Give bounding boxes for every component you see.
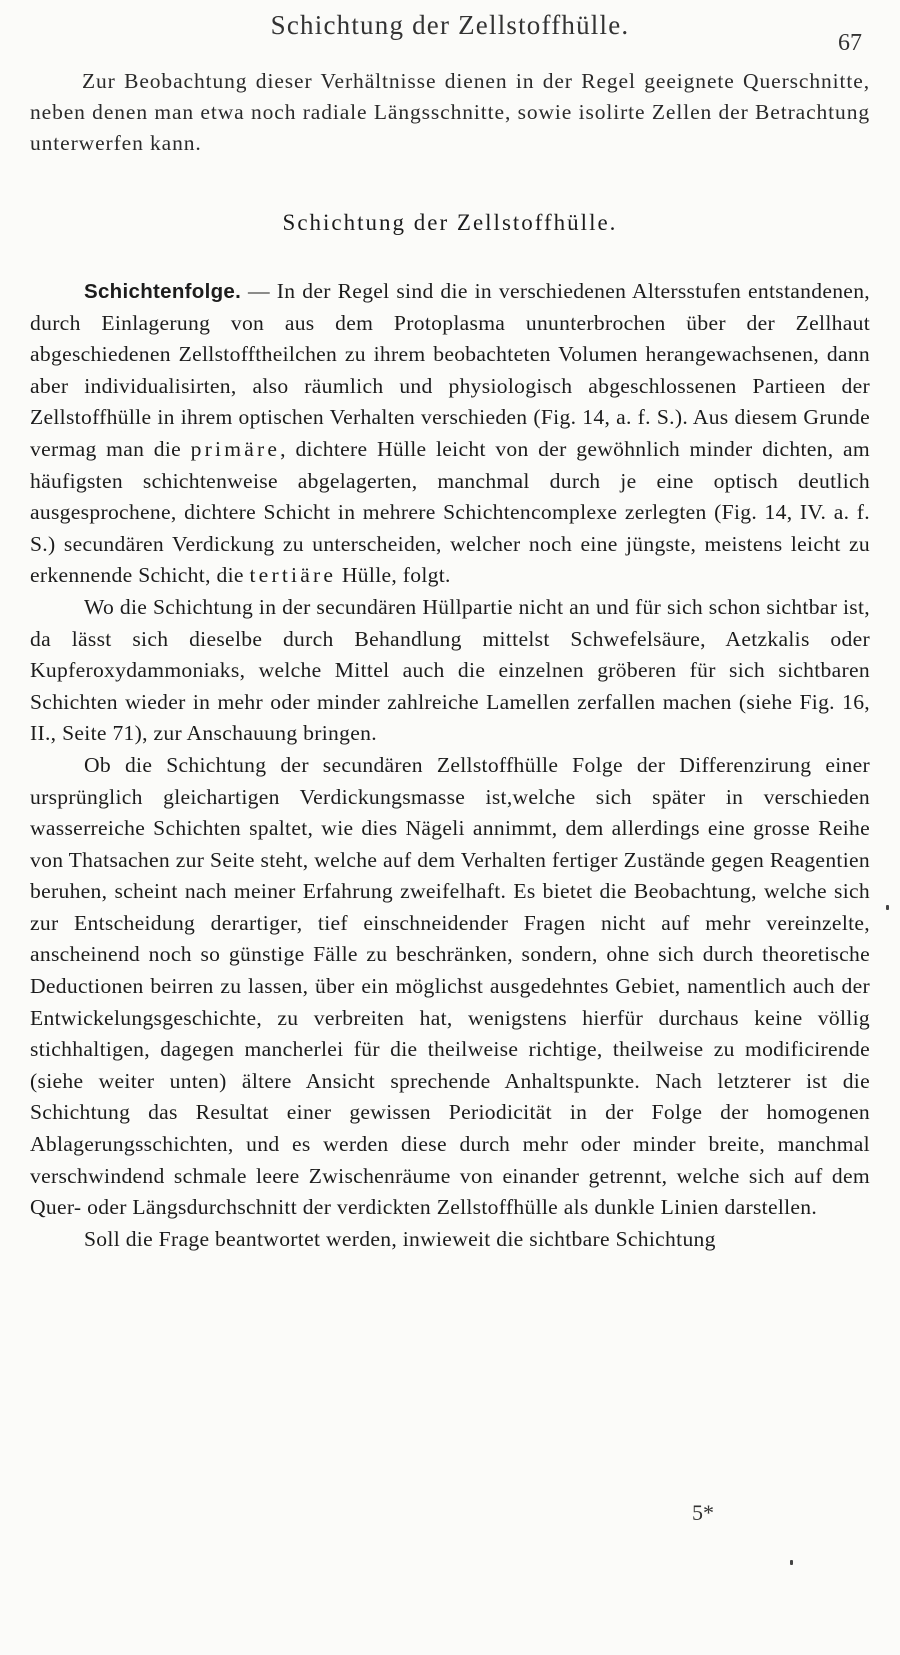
run-in-heading: Schichtenfolge. (84, 280, 242, 303)
paragraph-text-part: Hülle, folgt. (336, 563, 451, 588)
paragraph-naegeli: Ob die Schichtung der secundären Zellstoffhülle Folge der Differenzirung einer ursprünglich gleichartigen Verdickungsmasse ist,welche sich später in verschieden wasserreiche Schichten spaltet, wie dies Nägeli annimmt, dem allerdings eine grosse Reihe von Thatsachen zur Seite steht, welche auf dem Verhalten fertiger Zustände gegen Reagentien beruhen, scheint nach meiner Erfahrung zweifelhaft. Es bietet die Beobachtung, welche sich zur Entscheidung derartiger, tief einschneidender Fragen nicht auf mehr vereinzelte, anscheinend noch so günstige Fälle zu beschränken, sondern, ohne sich durch theoretische Deductionen beirren zu lassen, über ein möglichst ausgedehntes Gebiet, namentlich auch der Entwickelungsgeschichte, zu verbreiten hat, wenigstens hierfür durchaus keine völlig stichhaltigen, dagegen mancherlei für die theilweise richtige, theilweise zu modificirende (siehe weiter unten) ältere Ansicht sprechende Anhaltspunkte. Nach letzterer ist die Schichtung das Resultat einer gewissen Periodicität in der Folge der homogenen Ablagerungsschichten, und es werden diese durch mehr oder minder breite, manchmal verschwindend schmale leere Zwischenräume von einander getrennt, welche sich auf dem Quer- oder Längsdurchschnitt der verdickten Zellstoffhülle als dunkle Linien darstellen. (30, 752, 870, 1220)
paragraph-schwefelsaeure: Wo die Schichtung in der secundären Hüllpartie nicht an und für sich schon sichtbar ist, da lässt sich dieselbe durch Behandlung mittelst Schwefelsäure, Aetzkalis oder Kupferoxydammoniaks, welche Mittel auch die einzelnen gröberen für sich sichtbaren Schichten wieder in mehr oder minder zahlreiche Lamellen zerfallen machen (siehe Fig. 16, II., Seite 71), zur Anschauung bringen. (30, 594, 870, 746)
signature-mark: 5* (692, 1500, 714, 1525)
intro-paragraph: Zur Beobachtung dieser Verhältnisse dienen in der Regel geeignete Querschnitte, neben denen man etwa noch radiale Längsschnitte, sowie isolirte Zellen der Betrachtung unterwerfen kann. (30, 69, 870, 155)
print-speck (790, 1560, 793, 1565)
emphasized-term: tertiäre (249, 563, 337, 588)
emphasized-term: primäre (190, 436, 281, 461)
paragraph-schichtenfolge (30, 276, 870, 592)
running-title: Schichtung der Zellstoffhülle. (270, 10, 630, 40)
paragraph-text-part: — In der Regel sind die in verschiedenen Altersstufen entstandenen, durch Einlagerung von aus dem Protoplasma ununterbrochen über der Zellhaut abgeschiedenen Zellstofftheilchen zu ihrem beobachteten Volumen herangewachsenen, dann aber individualisirten, also räumlich und physiologisch abgeschlossenen Partieen der Zellstoffhülle in ihrem optischen Verhalten verschieden (Fig. 14, a. f. S.). Aus diesem Grunde vermag man die (30, 279, 870, 461)
print-speck (886, 905, 889, 910)
paragraph-frage: Soll die Frage beantwortet werden, inwieweit die sichtbare Schichtung (84, 1226, 716, 1251)
paragraph-text-part: , dichtere Hülle leicht von der gewöhnlich minder dichten, am häufigsten schichtenweise abgelagerten, manchmal durch je eine optisch deutlich ausgesprochene, dichtere Schicht in mehrere Schichtencomplexe zerlegten (Fig. 14, IV. a. f. S.) secundären Verdickung zu unterscheiden, welcher noch eine jüngste, meistens leicht zu erkennende Schicht, die (30, 436, 870, 588)
body-text (30, 276, 870, 1255)
section-heading: Schichtung der Zellstoffhülle. (282, 210, 618, 235)
page-number: 67 (838, 30, 862, 56)
